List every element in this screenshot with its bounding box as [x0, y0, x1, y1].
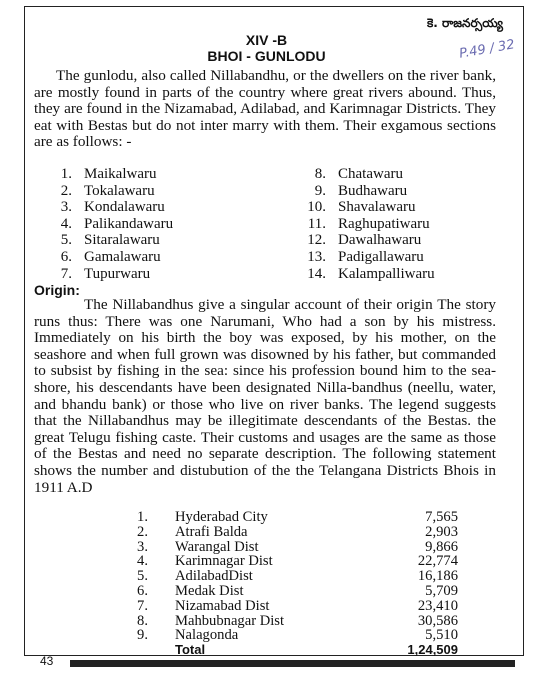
section-item [46, 166, 173, 183]
section-number: 1. [60, 166, 72, 182]
row-number: 6. [137, 582, 148, 599]
footer-rule [70, 660, 515, 667]
section-item [300, 216, 435, 233]
page-title: BHOI - GUNLODU [207, 48, 326, 64]
total-label: Total [175, 642, 206, 658]
origin-paragraph: The Nillabandhus give a singular account of their origin The story runs thus: There was one Narumani, Who had a son by his mistress. Immediately on his birth the boy was exposed, by his mother, on the seashore and when full grown was disowned by his father, but commanded to subsist by fishing in the sea: since his profession bound him to the sea-shore, his descendants have been designated Nilla-bandhus (neellu, water, and bhandu bank) or those who live on river banks. The legend suggests that the Nillabandhus may be illegitimate descendants of the Bestas. the great Telugu fishing caste. Their customs and usages are the same as those of the Bestas and need no separate description. The following statement shows the number and distubution of the the Telangana Districts Bhois in 1911 A.D [34, 296, 496, 496]
section-name: Padigallawaru [338, 248, 424, 265]
table-row [128, 525, 458, 540]
population-value: 22,774 [417, 553, 458, 570]
district-name: Karimnagar Dist [175, 553, 273, 570]
population-value: 16,186 [417, 568, 458, 585]
row-number: 5. [137, 568, 148, 585]
table-row [128, 554, 458, 569]
table-row [128, 569, 458, 584]
population-value: 7,565 [425, 509, 458, 525]
section-name: Kalampalliwaru [338, 265, 435, 282]
page-number: 43 [40, 654, 54, 668]
section-name: Sitaralawaru [84, 232, 160, 249]
origin-heading: Origin: [34, 282, 80, 298]
table-row [128, 584, 458, 599]
section-name: Maikalwaru [84, 166, 157, 182]
population-value: 23,410 [417, 597, 458, 614]
sections-column-right [300, 166, 435, 282]
section-name: Shavalawaru [338, 199, 416, 216]
section-item [300, 183, 435, 200]
population-value: 30,586 [417, 612, 458, 629]
section-name: Tupurwaru [84, 265, 151, 282]
row-number: 9. [137, 627, 148, 644]
table-row [128, 510, 458, 525]
section-number: 7. [60, 265, 72, 282]
section-item [46, 232, 173, 249]
section-name: Palikandawaru [84, 215, 174, 232]
section-item [300, 266, 435, 283]
section-number: 4. [60, 215, 72, 232]
population-value: 9,866 [425, 538, 458, 555]
section-item [300, 199, 435, 216]
author-header: కె. రాజనర్సయ్య [427, 16, 503, 30]
section-number: 3. [60, 199, 72, 216]
section-item [300, 249, 435, 266]
section-name: Kondalawaru [84, 199, 165, 216]
population-value: 5,709 [425, 582, 458, 599]
row-number: 7. [137, 597, 148, 614]
population-value: 5,510 [425, 627, 458, 644]
district-name: Warangal Dist [175, 538, 259, 555]
district-name: Hyderabad City [175, 509, 268, 525]
handwritten-annotation: P.49 / 32 [458, 37, 516, 62]
section-number: 8. [314, 166, 326, 182]
section-item [46, 249, 173, 266]
row-number: 2. [137, 523, 148, 540]
section-number: 9. [314, 182, 326, 199]
section-item [46, 183, 173, 200]
total-row [128, 643, 458, 658]
section-name: Raghupatiwaru [338, 215, 430, 232]
section-number: 2. [60, 182, 72, 199]
section-number: 13. [307, 248, 326, 265]
total-value: 1,24,509 [407, 642, 458, 658]
intro-paragraph: The gunlodu, also called Nillabandhu, or the dwellers on the river bank, are mostly found in parts of the country where great rivers abound. Thus, they are found in the Nizamabad, Adilabad, and Karimnagar Districts. They eat with Bestas but do not inter marry with them. Their exgamous sections are as follows: - [34, 67, 496, 151]
section-name: Dawalhawaru [338, 232, 422, 249]
row-number: 3. [137, 538, 148, 555]
table-row [128, 628, 458, 643]
section-number: 11. [307, 215, 326, 232]
section-number: 5. [60, 232, 72, 249]
section-item [46, 199, 173, 216]
section-item [300, 166, 435, 183]
section-number: 10. [307, 199, 326, 216]
row-number: 4. [137, 553, 148, 570]
section-name: Tokalawaru [84, 182, 155, 199]
section-number: 14. [307, 265, 326, 282]
section-name: Budhawaru [338, 182, 408, 199]
row-number: 8. [137, 612, 148, 629]
chapter-number: XIV -B [245, 32, 288, 48]
table-row [128, 614, 458, 629]
section-item [46, 266, 173, 283]
population-value: 2,903 [425, 523, 458, 540]
district-name: Medak Dist [175, 582, 244, 599]
district-name: Mahbubnagar Dist [175, 612, 285, 629]
section-name: Chatawaru [338, 166, 403, 182]
district-name: AdilabadDist [175, 568, 253, 585]
section-item [46, 216, 173, 233]
section-number: 6. [60, 248, 72, 265]
district-name: Atrafi Balda [175, 523, 248, 540]
table-row [128, 540, 458, 555]
district-name: Nalagonda [175, 627, 239, 644]
section-name: Gamalawaru [84, 248, 161, 265]
sections-column-left [46, 166, 173, 282]
table-row [128, 599, 458, 614]
section-item [300, 232, 435, 249]
row-number: 1. [137, 509, 148, 525]
distribution-table [128, 510, 458, 658]
district-name: Nizamabad Dist [175, 597, 270, 614]
section-number: 12. [307, 232, 326, 249]
